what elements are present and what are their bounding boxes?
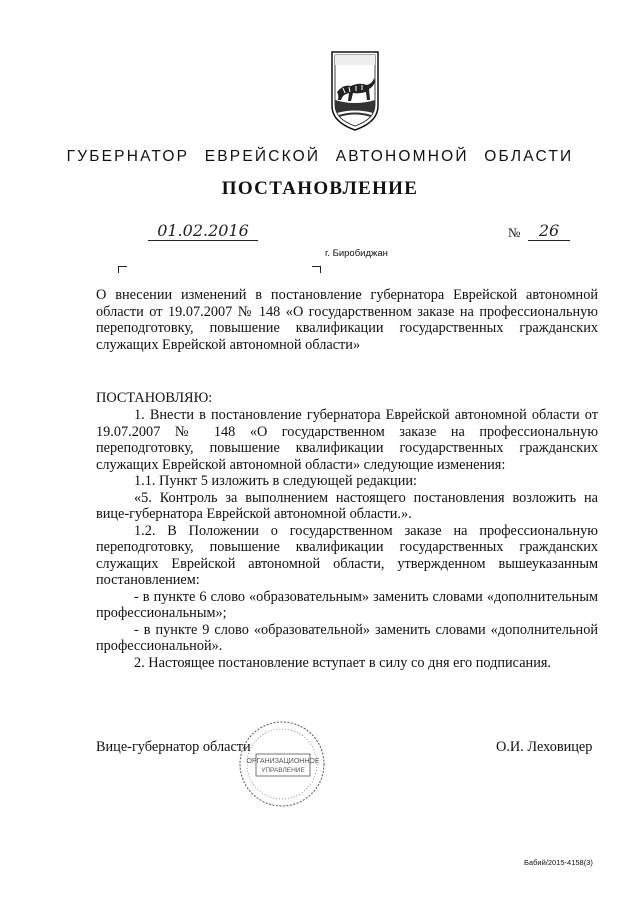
paragraph-1: 1. Внести в постановление губернатора Еврейской автономной области от 19.07.2007 № 148 «О государственном заказе на профессиональную переподготовку, повышение квалификации государственных гражданских служащих Еврейской автономной области» следующие изменения:	[96, 407, 598, 473]
paragraph-1-1: 1.1. Пункт 5 изложить в следующей редакции:	[134, 473, 417, 489]
issue-city: г. Биробиджан	[325, 248, 388, 259]
document-subject: О внесении изменений в постановление губернатора Еврейской автономной области от 19.07.2007 № 148 «О государственном заказе на профессиональную переподготовку, повышение квалификации государственных гражданских служащих Еврейской автономной области»	[96, 287, 598, 353]
stamp-text-line-2: УПРАВЛЕНИЕ	[261, 767, 305, 774]
document-date: 01.02.2016	[148, 222, 258, 241]
tiger-emblem-icon	[329, 50, 381, 132]
paragraph-1-1-quote: «5. Контроль за выполнением настоящего постановления возложить на вице-губернатора Еврейской автономной области.».	[96, 489, 598, 522]
decree-word: ПОСТАНОВЛЯЮ:	[96, 390, 213, 406]
document-number: 26	[528, 222, 570, 241]
list-item-b: - в пункте 9 слово «образовательной» заменить словами «дополнительной профессиональной».	[96, 621, 598, 654]
coat-of-arms-emblem	[329, 50, 381, 132]
list-item-a: - в пункте 6 слово «образовательным» заменить словами «дополнительным профессиональным»;	[96, 588, 598, 621]
stamp-seal-icon	[236, 716, 328, 812]
subject-bracket-left	[118, 266, 127, 273]
paragraph-1-2: 1.2. В Положении о государственном заказе на профессиональную переподготовку, повышение квалификации государственных гражданских служащих Еврейской автономной области, утвержденном вышеуказанным постановлением:	[96, 522, 598, 588]
document-code: Бабий/2015-4158(3)	[524, 858, 593, 867]
number-sign: №	[508, 225, 521, 240]
issuer-title: ГУБЕРНАТОР ЕВРЕЙСКОЙ АВТОНОМНОЙ ОБЛАСТИ	[66, 148, 574, 165]
signer-name: О.И. Леховицер	[496, 739, 593, 755]
document-type-heading: ПОСТАНОВЛЕНИЕ	[221, 178, 419, 199]
signer-position: Вице-губернатор области	[96, 739, 251, 755]
paragraph-2: 2. Настоящее постановление вступает в силу со дня его подписания.	[134, 654, 551, 671]
stamp-text-line-1: ОРГАНИЗАЦИОННОЕ	[246, 758, 320, 765]
document-body	[96, 407, 598, 671]
organization-stamp	[236, 716, 328, 812]
subject-bracket-right	[312, 266, 321, 273]
